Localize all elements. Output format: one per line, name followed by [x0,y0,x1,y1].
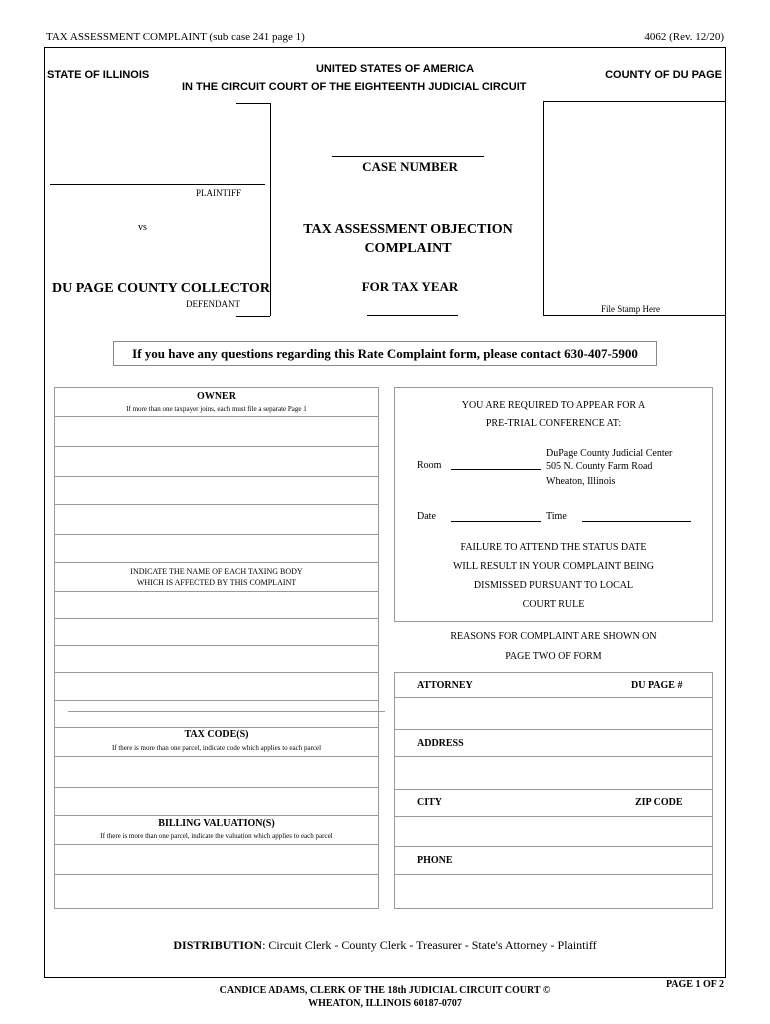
contact-notice: If you have any questions regarding this Rate Complaint form, please contact 630-407-5900 [113,341,657,366]
title-line2: COMPLAINT [364,241,452,256]
taxing-body-line-4[interactable] [55,673,378,701]
tax-code-title: TAX CODE(S) [184,729,249,740]
taxing-body-line-3[interactable] [55,646,378,673]
owner-line-5[interactable] [55,535,378,563]
address-field[interactable] [395,757,712,790]
attorney-label: ATTORNEY [417,680,473,691]
taxing-body-line1: INDICATE THE NAME OF EACH TAXING BODY [130,567,303,576]
form-number: 4062 (Rev. 12/20) [644,31,724,43]
file-stamp-label: File Stamp Here [601,304,660,314]
header-rule [44,47,726,48]
file-stamp-box [543,101,726,316]
page-number: PAGE 1 OF 2 [665,979,724,990]
caption-bracket-right [270,103,271,316]
date-field[interactable] [451,508,541,522]
owner-note: If more than one taxpayer joins, each must file a separate Page 1 [126,405,307,413]
tax-code-note: If there is more than one parcel, indicate code which applies to each parcel [111,744,322,752]
reasons-line1: REASONS FOR COMPLAINT ARE SHOWN ON [450,631,657,642]
conference-line1: YOU ARE REQUIRED TO APPEAR FOR A [461,400,646,411]
taxing-body-rule-extra [68,711,385,712]
caption-bracket-top [236,103,270,104]
defendant-label: DEFENDANT [186,299,240,309]
warning-line2: WILL RESULT IN YOUR COMPLAINT BEING [452,561,654,572]
zip-code-label: ZIP CODE [635,797,683,808]
case-number-label: CASE NUMBER [362,159,458,174]
taxing-body-line-2[interactable] [55,619,378,646]
county-label: COUNTY OF DU PAGE [605,69,722,81]
warning-line3: DISMISSED PURSUANT TO LOCAL [473,580,634,591]
warning-line4: COURT RULE [522,599,585,610]
plaintiff-label: PLAINTIFF [196,188,242,198]
tax-code-top-rule [54,727,379,728]
billing-line-2[interactable] [55,875,378,908]
court-address3: Wheaton, Illinois [546,476,616,487]
owner-title: OWNER [197,391,236,402]
distribution-text: : Circuit Clerk - County Clerk - Treasurer - State's Attorney - Plaintiff [262,938,597,952]
tax-year-field[interactable] [367,300,458,316]
billing-title: BILLING VALUATION(S) [158,818,275,829]
taxing-body-line2: WHICH IS AFFECTED BY THIS COMPLAINT [136,578,297,587]
court-address1: DuPage County Judicial Center [546,448,673,459]
owner-line-4[interactable] [55,505,378,535]
conference-line2: PRE-TRIAL CONFERENCE AT: [485,418,622,429]
owner-line-2[interactable] [55,447,378,477]
country-label: UNITED STATES OF AMERICA [315,63,475,75]
phone-field[interactable] [395,875,712,908]
phone-label: PHONE [417,855,453,866]
owner-line-3[interactable] [55,477,378,505]
clerk-line2: WHEATON, ILLINOIS 60187-0707 [308,998,462,1009]
court-address2: 505 N. County Farm Road [546,461,653,472]
date-label: Date [417,511,436,522]
tax-code-line-2[interactable] [55,788,378,816]
billing-line-1[interactable] [55,845,378,875]
room-label: Room [417,460,442,471]
distribution-label: DISTRIBUTION [173,938,263,952]
caption-bracket-bottom [236,316,270,317]
plaintiff-field[interactable] [50,165,265,185]
page-border-bottom [44,977,726,978]
owner-line-1[interactable] [55,417,378,447]
title-line1: TAX ASSESSMENT OBJECTION [303,222,513,237]
state-label: STATE OF ILLINOIS [47,69,150,81]
circuit-label: IN THE CIRCUIT COURT OF THE EIGHTEENTH JUDICIAL CIRCUIT [182,81,527,93]
tax-code-line-1[interactable] [55,757,378,788]
page-border-left [44,47,45,977]
clerk-line1: CANDICE ADAMS, CLERK OF THE 18th JUDICIAL CIRCUIT COURT © [219,985,551,996]
vs-label: vs [138,222,147,233]
city-label: CITY [417,797,443,808]
warning-line1: FAILURE TO ATTEND THE STATUS DATE [460,542,647,553]
time-label: Time [546,511,567,522]
taxing-body-line-1[interactable] [55,592,378,619]
attorney-name-field[interactable] [395,698,712,730]
dupage-number-label: DU PAGE # [631,680,683,691]
defendant-name: DU PAGE COUNTY COLLECTOR [52,281,270,296]
form-title: TAX ASSESSMENT COMPLAINT (sub case 241 page 1) [46,31,305,43]
reasons-line2: PAGE TWO OF FORM [505,651,602,662]
case-number-field[interactable] [332,141,484,157]
tax-year-label: FOR TAX YEAR [361,279,459,294]
billing-note: If there is more than one parcel, indicate the valuation which applies to each parcel [100,832,333,840]
time-field[interactable] [582,508,691,522]
address-label: ADDRESS [417,738,464,749]
distribution-line [44,938,726,953]
city-zip-field[interactable] [395,817,712,847]
room-field[interactable] [451,456,541,470]
